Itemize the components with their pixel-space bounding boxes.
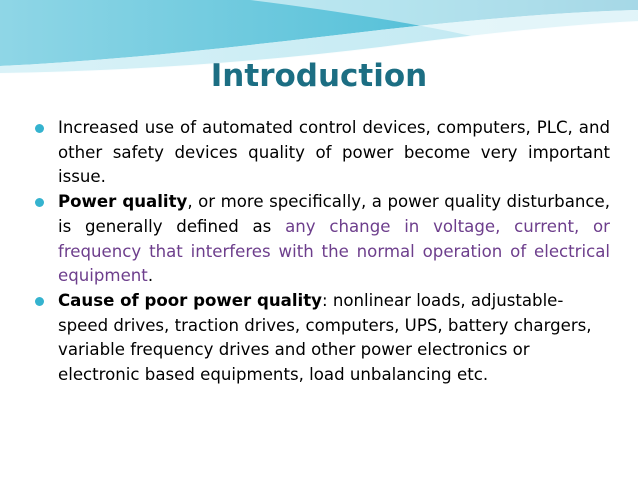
bullet-text-part: . [147,266,154,286]
bullet-text [58,289,610,388]
list-item [34,116,610,190]
highlighted-definition: any change in voltage, current, or frequency that interferes with the normal operation of electrical equipment [58,216,610,286]
bullet-text-part: : nonlinear loads, adjustable-speed drives, traction drives, computers, UPS, battery chargers, variable frequency drives and other power electronics or electronic based equipments, load unbalancing etc. [58,290,592,385]
bullet-icon [35,198,44,207]
bullet-text-part: , or more specifically, a power quality disturbance, is generally defined as [58,192,610,236]
bullet-icon [35,297,44,306]
bullet-list [34,116,610,388]
list-item [34,190,610,289]
bullet-bold-term: Cause of poor power quality [58,290,322,310]
bullet-text [58,190,610,289]
list-item [34,289,610,388]
bullet-icon [35,124,44,133]
bullet-bold-term: Power quality [58,192,188,212]
page-title: Introduction [210,58,428,94]
bullet-text: Increased use of automated control devices, computers, PLC, and other safety devices quality of power become very important issue. [58,118,610,187]
